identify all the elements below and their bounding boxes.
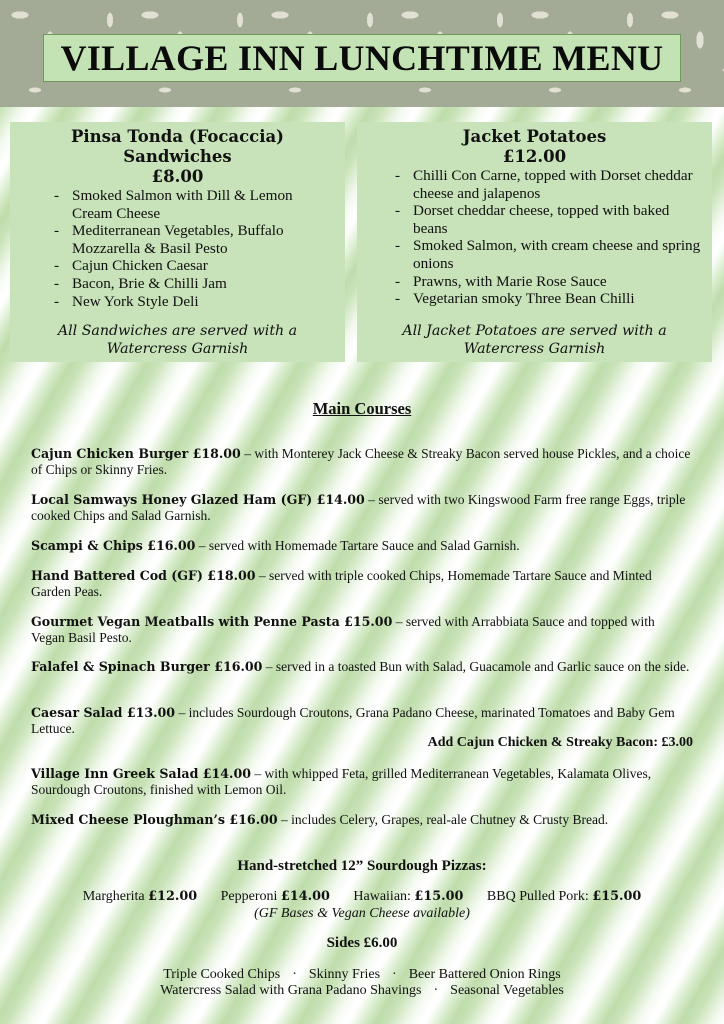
dish-item (31, 538, 691, 554)
dish-desc: – served with Homemade Tartare Sauce and Salad Garnish. (195, 538, 520, 553)
side-item: Triple Cooked Chips (163, 967, 281, 982)
dish-item (31, 446, 691, 477)
list-item: - Mediterranean Vegetables, Buffalo Mozzarella & Basil Pesto (54, 222, 335, 257)
dish-desc: – with whipped Feta, grilled Mediterranean Vegetables, Kalamata Olives, Sourdough Croutons, finished with Lemon Oil. (31, 766, 652, 797)
dish-desc: – served with Arrabbiata Sauce and topped with Vegan Basil Pesto. (31, 614, 655, 645)
jackets-price: £12.00 (502, 147, 567, 166)
list-item: - Chilli Con Carne, topped with Dorset cheddar cheese and jalapenos (395, 167, 702, 202)
dish-name: Falafel & Spinach Burger £16.00 (31, 659, 263, 674)
side-item: Seasonal Vegetables (450, 983, 564, 998)
list-item: - Dorset cheddar cheese, topped with baked beans (395, 202, 702, 237)
dish-item (31, 705, 691, 736)
sides-title: Sides £6.00 (326, 935, 398, 951)
sandwiches-price: £8.00 (151, 167, 204, 186)
side-item: Skinny Fries (308, 967, 381, 982)
dish-name: Caesar Salad £13.00 (31, 705, 176, 720)
list-item: - Prawns, with Marie Rose Sauce (395, 273, 702, 291)
side-item: Watercress Salad with Grana Padano Shavings (160, 983, 422, 998)
pizza-item: Hawaiian: £15.00 (353, 889, 464, 904)
jackets-list (367, 167, 702, 308)
separator: · (292, 967, 297, 982)
list-item: - Bacon, Brie & Chilli Jam (54, 275, 335, 293)
title-box (43, 34, 681, 82)
side-item: Beer Battered Onion Rings (408, 967, 561, 982)
main-courses-title: Main Courses (312, 399, 412, 418)
pizza-item: BBQ Pulled Pork: £15.00 (486, 889, 642, 904)
dish-item (31, 614, 691, 645)
dish-item (31, 492, 691, 523)
list-item: - New York Style Deli (54, 293, 335, 311)
dish-name: Village Inn Greek Salad £14.00 (31, 766, 251, 781)
jackets-note: All Jacket Potatoes are served with a Watercress Garnish (402, 323, 667, 357)
dish-desc: – includes Celery, Grapes, real-ale Chutney & Crusty Bread. (277, 812, 609, 827)
list-item: - Cajun Chicken Caesar (54, 257, 335, 275)
sandwiches-note: All Sandwiches are served with a Watercress Garnish (57, 323, 298, 357)
sandwiches-title: Pinsa Tonda (Focaccia) Sandwiches (71, 127, 284, 166)
dish-desc: – served with triple cooked Chips, Homemade Tartare Sauce and Minted Garden Peas. (31, 568, 652, 599)
sides-line-2 (0, 983, 724, 999)
dish-item (31, 659, 691, 675)
pizza-item: Margherita £12.00 (82, 889, 198, 904)
dish-desc: – with Monterey Jack Cheese & Streaky Bacon served house Pickles, and a choice of Chips or Skinny Fries. (31, 446, 691, 477)
dish-item (31, 766, 691, 797)
dish-desc: – served with two Kingswood Farm free range Eggs, triple cooked Chips and Salad Garnish. (31, 492, 686, 523)
dish-desc: – includes Sourdough Croutons, Grana Padano Cheese, marinated Tomatoes and Baby Gem Lettuce. (31, 705, 675, 736)
list-item: - Smoked Salmon, with cream cheese and spring onions (395, 237, 702, 272)
list-item: - Smoked Salmon with Dill & Lemon Cream Cheese (54, 187, 335, 222)
jackets-title: Jacket Potatoes (462, 127, 607, 146)
dish-item (31, 568, 691, 599)
dish-name: Mixed Cheese Ploughman’s £16.00 (31, 812, 278, 827)
sandwiches-card (10, 122, 345, 362)
menu-title: VILLAGE INN LUNCHTIME MENU (60, 38, 664, 78)
pizza-list (0, 889, 724, 905)
pizza-note: (GF Bases & Vegan Cheese available) (254, 906, 470, 921)
pizzas-title: Hand-stretched 12” Sourdough Pizzas: (237, 858, 487, 874)
addon-note: Add Cajun Chicken & Streaky Bacon: £3.00 (427, 735, 693, 750)
separator: · (433, 983, 439, 998)
list-item: - Vegetarian smoky Three Bean Chilli (395, 290, 702, 308)
sandwiches-list (20, 187, 335, 310)
dish-name: Local Samways Honey Glazed Ham (GF) £14.00 (31, 492, 365, 507)
dish-item (31, 812, 691, 828)
dish-desc: – served in a toasted Bun with Salad, Guacamole and Garlic sauce on the side. (262, 659, 690, 674)
dish-name: Scampi & Chips £16.00 (31, 538, 196, 553)
dish-name: Hand Battered Cod (GF) £18.00 (31, 568, 256, 583)
dish-name: Gourmet Vegan Meatballs with Penne Pasta £15.00 (31, 614, 393, 629)
separator: · (392, 967, 397, 982)
sides-line-1 (0, 967, 724, 983)
pizza-item: Pepperoni £14.00 (220, 889, 330, 904)
dish-name: Cajun Chicken Burger £18.00 (31, 446, 241, 461)
jackets-card (357, 122, 712, 362)
